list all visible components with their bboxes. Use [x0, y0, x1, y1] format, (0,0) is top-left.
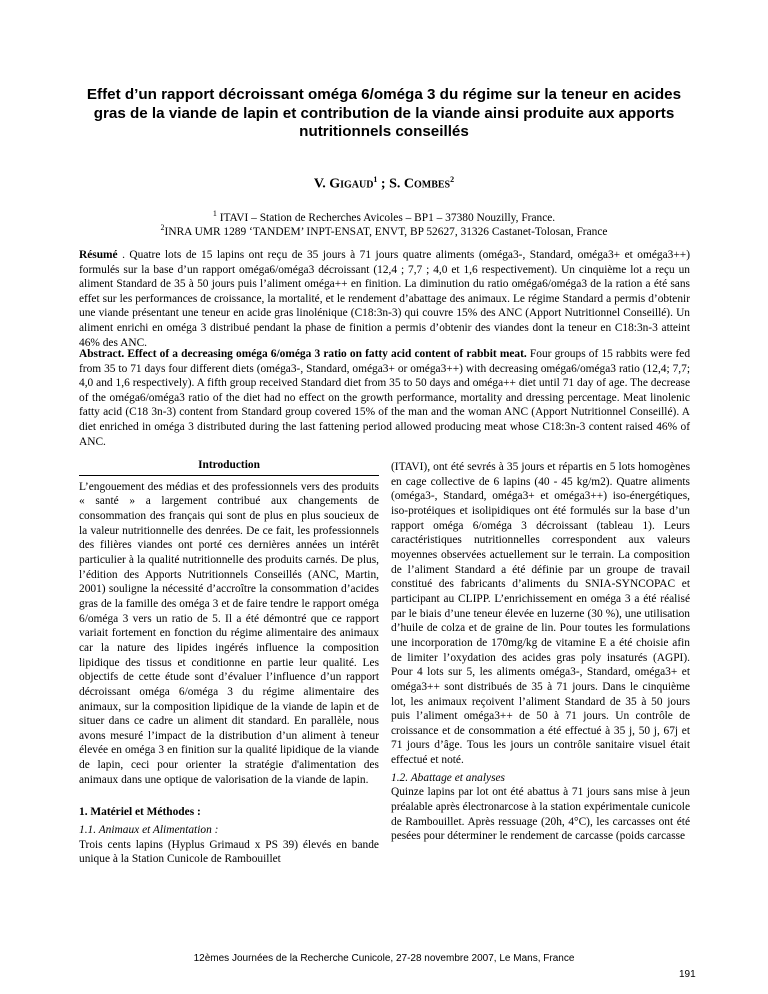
right-column: [391, 460, 690, 844]
resume-label: Résumé: [79, 249, 118, 261]
paper-title: Effet d’un rapport décroissant oméga 6/oméga 3 du régime sur la teneur en acides gras de la viande de lapin et contribution de la viande ainsi produite aux apports nutritionnels conseillés: [86, 86, 682, 140]
page-number: 191: [679, 969, 696, 980]
conference-footer: 12èmes Journées de la Recherche Cunicole, 27-28 novembre 2007, Le Mans, France: [193, 953, 575, 964]
introduction-text: L’engouement des médias et des professionnels vers des produits « santé » a largement contribué aux changements de consommation des français qui sont de plus en plus soucieux de la valeur nutritionnelle des denrées. De ce fait, les professionnels des filières viandes ont porté ces dernières années un intérêt particulier à la qualité nutritionnelle des produits carnés. De plus, l’édition des Apports Nutritionnels Conseillés (ANC, Martin, 2001) souligne la nécessité d’accroître la consommation d’acides gras de la famille des oméga 3 et de faire tendre le rapport oméga 6/oméga 3 vers un ratio de 5. Il a été démontré que ce rapport variait fortement en fonction du régime alimentaire des animaux car la nature des lipides ingérés influence la composition lipidique des tissus et conditionne en partie leur qualité. Les objectifs de cette étude sont d’évaluer l’influence d’un rapport décroissant oméga 6/oméga 3 du régime alimentaire des animaux, sur la composition lipidique de la viande de lapin et de situer dans ce cadre un aliment dit standard. En parallèle, nous avons mesuré l’impact de la distribution d’un aliment à teneur élevée en oméga 3 en finition sur la qualité lipidique de la viande de lapin, ceci pour orienter la stratégie d'alimentation des animaux dans une optique de valorisation de la viande de lapin.: [79, 480, 379, 786]
abstract-paragraph: [79, 347, 690, 449]
author-1: V. Gigaud: [313, 176, 374, 192]
affiliation-2: [0, 220, 768, 240]
author-2-affiliation-mark: 2: [450, 175, 455, 184]
slaughter-text: Quinze lapins par lot ont été abattus à 71 jours sans mise à jeun préalable après électronarcose à la station expérimentale cunicole de Rambouillet. Après ressuage (20h, 4°C), les carcasses ont été pesées pour déterminer le rendement de carcasse (poids carcasse: [391, 786, 690, 843]
abstract-text: Four groups of 15 rabbits were fed from 35 to 71 days four different diets (oméga3-, Standard, oméga3+ or oméga3++) with decreasing oméga6/oméga3 ratio (12,4; 7,7; 4,0 and 1,6 respectively). A fifth group received Standard diet from 35 to 50 days and oméga++ diet until 71 day of age. The decrease of the oméga6/oméga3 ratio of the diet had no effect on the growth performance, mortality and dressing percentage. Meat linolenic fatty acid (C18 3n-3) content from Standard group covered 15% of the man and the woman ANC (Apport Nutritionnel Conseillé). A diet enriched in oméga 3 distributed during the last fattening period allowed producing meat whose C18:3n-3 content raised 46% of ANC.: [79, 348, 691, 448]
abstract-label: Abstract. Effect of a decreasing oméga 6/oméga 3 ratio on fatty acid content of rabbit meat.: [79, 348, 527, 360]
subsection-1-1-heading: 1.1. Animaux et Alimentation :: [79, 824, 219, 837]
methods-heading: 1. Matériel et Méthodes :: [79, 806, 201, 819]
affiliation-1-mark: 1: [212, 209, 217, 218]
resume-text: . Quatre lots de 15 lapins ont reçu de 35 jours à 71 jours quatre aliments (oméga3-, Standard, oméga3+ et oméga3++) formulés sur la base d’un rapport oméga6/oméga3 décroissant (12,4 ; 7,7 ; 4,0 et 1,6 respectivement). Un cinquième lot a reçu un aliment Standard de 35 à 50 jours puis l’aliment oméga++ en finition. La diminution du ratio oméga6/oméga3 de la ration a été sans effet sur les performances de croissance, la mortalité, et le rendement d’abattage des animaux. Le régime Standard a permis d’obtenir une viande présentant une teneur en acide gras linolénique (C18:3n-3) qui couvre 15% des ANC (Apport Nutritionnel Conseillé). Un aliment enrichi en oméga 3 distribué pendant la phase de finition a permis d’obtenir des viandes dont la teneur en C18:3n-3 atteint 46% des ANC.: [79, 249, 690, 349]
left-column: [79, 458, 379, 867]
affiliation-2-text: INRA UMR 1289 ‘TANDEM’ INPT-ENSAT, ENVT, BP 52627, 31326 Castanet-Tolosan, France: [164, 225, 608, 238]
author-1-affiliation-mark: 1: [373, 175, 378, 184]
methods-text-left: Trois cents lapins (Hyplus Grimaud x PS 39) élevés en bande unique à la Station Cunicole de Rambouillet: [79, 838, 379, 866]
introduction-heading: Introduction: [79, 458, 379, 476]
author-2: S. Combes: [389, 176, 451, 192]
affiliation-2-mark: 2: [160, 223, 165, 232]
authors: [0, 175, 768, 193]
resume-paragraph: [79, 248, 690, 350]
affiliation-1-text: ITAVI – Station de Recherches Avicoles – BP1 – 37380 Nouzilly, France.: [219, 211, 556, 224]
subsection-1-2-heading: 1.2. Abattage et analyses: [391, 771, 505, 784]
author-separator: ;: [377, 176, 390, 192]
methods-text-right: (ITAVI), ont été sevrés à 35 jours et répartis en 5 lots homogènes en cage collective de 6 lapins (40 - 45 kg/m2). Quatre aliments (oméga3-, Standard, oméga3+ et oméga3++) iso-énergétiques, iso-protéiques et isolipidiques ont été formulés sur la base d’un rapport oméga 6/oméga 3 décroissant (tableau 1). Leurs caractéristiques nutritionnelles correspondent aux valeurs moyennes observées actuellement sur le terrain. La composition de l’aliment Standard a été définie par un groupe de travail constitué des fabricants d’aliments du SNIA-SYNCOPAC et participant au CLIPP. L’enrichissement en oméga 3 a été réalisé par le biais d’une teneur élevée en luzerne (30 %), une utilisation d’huile de colza et de graine de lin. Pour toutes les formulations une incorporation de 170mg/kg de vitamine E a été choisie afin de limiter l’oxydation des acides gras poly insaturés (AGPI). Pour 4 lots sur 5, les aliments oméga3-, Standard, oméga3+ et oméga3++ sont distribués de 35 à 71 jours. Dans le cinquième lot, les animaux reçoivent l’aliment Standard de 35 à 50 jours puis l’aliment oméga3++ de 50 à 71 jours. Un contrôle de croissance et de consommation a été effectué à 35 j, 50 j, 67j et 71 jours d’âge. Tous les jours un contrôle sanitaire visuel était effectué et noté.: [391, 461, 690, 767]
